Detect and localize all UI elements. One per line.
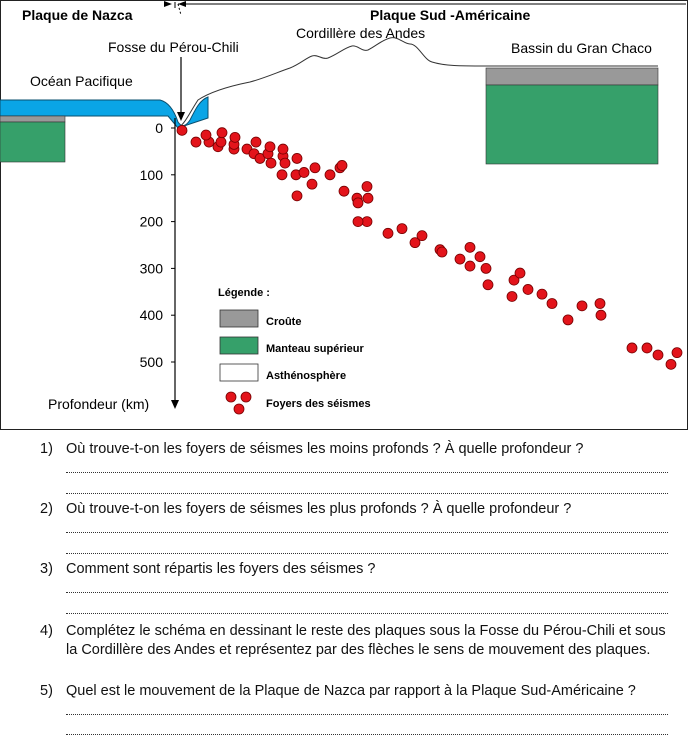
- chaco-mantle: [486, 85, 658, 164]
- andes-label: Cordillère des Andes: [296, 25, 426, 41]
- depth-tick-label: 400: [139, 307, 163, 324]
- earthquake-focus: [653, 350, 663, 360]
- earthquake-focus: [310, 163, 320, 173]
- earthquake-focus: [307, 179, 317, 189]
- nazca-mantle: [0, 122, 65, 162]
- earthquake-focus: [537, 289, 547, 299]
- earthquake-focus: [507, 291, 517, 301]
- chaco-crust: [486, 68, 658, 85]
- earthquake-focus: [201, 130, 211, 140]
- answer-line[interactable]: [66, 734, 668, 735]
- earthquake-focus: [353, 217, 363, 227]
- answer-line[interactable]: [66, 532, 668, 533]
- earthquake-focus: [483, 280, 493, 290]
- depth-tick-label: 200: [139, 213, 163, 230]
- legend-swatch-crust: [220, 310, 258, 327]
- diagram-frame: [1, 1, 688, 430]
- earthquake-focus: [266, 158, 276, 168]
- question-text: Complétez le schéma en dessinant le reste des plaques sous la Fosse du Pérou-Chili et sous la Cordillère des Andes et représentez par des flèches le sens de mouvement des plaques.: [66, 623, 666, 658]
- earthquake-focus: [666, 359, 676, 369]
- earthquake-focus: [417, 231, 427, 241]
- earthquake-focus: [216, 137, 226, 147]
- answer-line[interactable]: [66, 592, 668, 593]
- question-number: 5): [40, 683, 53, 699]
- question-text: Où trouve-t-on les foyers de séismes les moins profonds ? À quelle profondeur ?: [66, 441, 584, 457]
- depth-tick-label: 0: [155, 120, 163, 136]
- earthquake-focus: [363, 193, 373, 203]
- earthquake-focus: [339, 186, 349, 196]
- depth-axis-label: Profondeur (km): [48, 396, 150, 412]
- earthquake-focus: [437, 247, 447, 257]
- earthquake-focus: [265, 142, 275, 152]
- earthquake-focus: [465, 242, 475, 252]
- legend-label-quakes: Foyers des séismes: [266, 398, 371, 410]
- legend-swatch-mantle: [220, 337, 258, 354]
- nazca-plate-label: Plaque de Nazca: [22, 7, 133, 23]
- question-number: 3): [40, 561, 53, 577]
- trench-label: Fosse du Pérou-Chili: [108, 39, 239, 55]
- earthquake-focus: [325, 170, 335, 180]
- earthquake-focus: [577, 301, 587, 311]
- earthquake-focus: [383, 228, 393, 238]
- earthquake-focus: [455, 254, 465, 264]
- question-number: 2): [40, 501, 53, 517]
- earthquake-focus: [627, 343, 637, 353]
- earthquake-focus: [465, 261, 475, 271]
- earthquake-focus: [191, 137, 201, 147]
- earthquake-focus: [299, 167, 309, 177]
- question-text: Comment sont répartis les foyers des séismes ?: [66, 561, 376, 577]
- earthquake-focus: [230, 132, 240, 142]
- earthquake-focus: [481, 263, 491, 273]
- earthquake-focus: [277, 170, 287, 180]
- earthquake-focus: [563, 315, 573, 325]
- earthquake-focus: [596, 310, 606, 320]
- earthquake-focus: [475, 252, 485, 262]
- legend-swatch-asthenosphere: [220, 364, 258, 381]
- answer-line[interactable]: [66, 714, 668, 715]
- earthquake-focus: [278, 144, 288, 154]
- south-american-plate-label: Plaque Sud -Américaine: [370, 7, 531, 23]
- legend-label-crust: Croûte: [266, 316, 302, 328]
- legend-title: Légende :: [218, 287, 270, 299]
- earthquake-focus: [353, 198, 363, 208]
- depth-tick-label: 100: [139, 166, 163, 183]
- earthquake-focus: [642, 343, 652, 353]
- legend-label-mantle: Manteau supérieur: [266, 343, 364, 355]
- earthquake-focus: [217, 128, 227, 138]
- earthquake-focus: [292, 153, 302, 163]
- answer-line[interactable]: [66, 493, 668, 494]
- answer-line[interactable]: [66, 553, 668, 554]
- depth-tick-label: 300: [139, 260, 163, 277]
- ocean-label: Océan Pacifique: [30, 73, 133, 89]
- question-text: Où trouve-t-on les foyers de séismes les plus profonds ? À quelle profondeur ?: [66, 501, 572, 517]
- earthquake-focus: [397, 224, 407, 234]
- legend-label-asthenosphere: Asthénosphère: [266, 370, 347, 382]
- earthquake-focus: [515, 268, 525, 278]
- depth-tick-label: 500: [139, 354, 163, 370]
- question-number: 4): [40, 623, 53, 639]
- earthquake-focus: [292, 191, 302, 201]
- earthquake-focus: [251, 137, 261, 147]
- earthquake-focus: [337, 160, 347, 170]
- chaco-label: Bassin du Gran Chaco: [511, 40, 652, 56]
- earthquake-focus: [362, 217, 372, 227]
- nazca-crust: [0, 116, 65, 122]
- question-text: Quel est le mouvement de la Plaque de Nazca par rapport à la Plaque Sud-Américaine ?: [66, 683, 636, 699]
- earthquake-focus: [280, 158, 290, 168]
- answer-line[interactable]: [66, 472, 668, 473]
- question-number: 1): [40, 441, 53, 457]
- earthquake-focus: [177, 125, 187, 135]
- earthquake-focus: [362, 182, 372, 192]
- answer-line[interactable]: [66, 613, 668, 614]
- earthquake-focus: [547, 299, 557, 309]
- earthquake-focus: [523, 284, 533, 294]
- earthquake-focus: [595, 299, 605, 309]
- earthquake-focus: [672, 348, 682, 358]
